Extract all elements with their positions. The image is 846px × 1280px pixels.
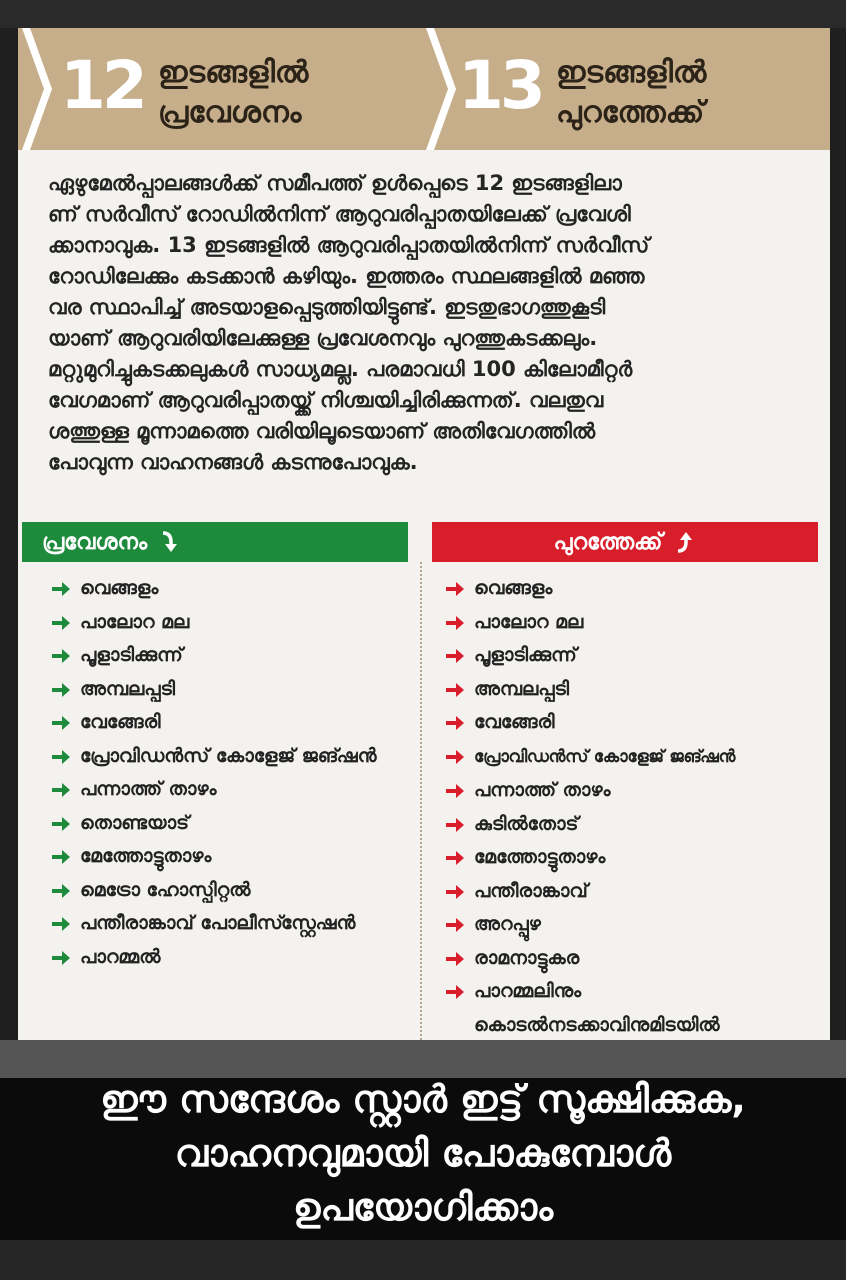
list-item: പ്രോവിഡൻസ് കോളേജ് ജങ്ഷൻ	[446, 740, 826, 775]
arrow-right-icon	[446, 917, 464, 933]
exit-list	[446, 572, 826, 1042]
list-item: പാറമ്മലിനും കൊടൽനടക്കാവിനുമിടയിൽ	[446, 975, 826, 1042]
arrow-right-icon	[446, 984, 464, 1000]
entry-label-line1: ഇടങ്ങളിൽ	[158, 55, 309, 90]
forward-message-banner	[0, 1040, 846, 1240]
list-item: വേങ്ങേരി	[446, 706, 826, 740]
list-item: പന്തീരാങ്കാവ്	[446, 875, 826, 909]
paragraph-line: ക്കാനാവുക. 13 ഇടങ്ങളിൽ ആറുവരിപ്പാതയിൽനിന്ന് സർവീസ്	[48, 233, 650, 257]
paragraph-line: വര സ്ഥാപിച്ച് അടയാളപ്പെടുത്തിയിട്ടുണ്ട്. ഇടതുഭാഗത്തുകൂടി	[48, 295, 606, 319]
arrow-right-icon	[446, 951, 464, 967]
list-item: രാമനാട്ടുകര	[446, 942, 826, 976]
exit-label-line2: പുറത്തേക്ക്	[556, 95, 705, 130]
list-item: പാലോറ മല	[446, 606, 826, 640]
banner-line: വാഹനവുമായി പോകുമ്പോൾ	[174, 1131, 672, 1175]
arrow-right-icon	[446, 715, 464, 731]
arrow-right-icon	[446, 648, 464, 664]
arrow-right-icon	[446, 817, 464, 833]
arrow-right-icon	[446, 884, 464, 900]
list-item: മേത്തോട്ടുതാഴം	[446, 841, 826, 875]
arrow-right-icon	[446, 581, 464, 597]
arrow-right-icon	[52, 916, 70, 932]
list-item: പ്രോവിഡൻസ് കോളേജ് ജങ്ഷൻ	[52, 740, 412, 774]
list-item: വെങ്ങളം	[52, 572, 412, 606]
list-item: വെങ്ങളം	[446, 572, 826, 606]
list-item: അമ്പലപ്പടി	[52, 673, 412, 707]
arrow-right-icon	[52, 950, 70, 966]
bottom-strip	[0, 1240, 846, 1280]
up-turn-arrow-icon	[672, 530, 696, 554]
news-clipping	[18, 28, 830, 1040]
down-turn-arrow-icon	[157, 530, 181, 554]
paragraph-line: മറ്റുമുറിച്ചുകടക്കലുകൾ സാധ്യമല്ല. പരമാവധി 100 കിലോമീറ്റർ	[48, 357, 633, 381]
paragraph-line: ശത്തുള്ള മൂന്നാമത്തെ വരിയിലൂടെയാണ് അതിവേഗത്തിൽ	[48, 419, 596, 443]
paragraph-line: വേഗമാണ് ആറുവരിപ്പാതയ്ക്ക് നിശ്ചയിച്ചിരിക്കുന്നത്. വലതുവ	[48, 388, 604, 412]
paragraph-line: യാണ് ആറുവരിയിലേക്കുള്ള പ്രവേശനവും പുറത്തുകടക്കലും.	[48, 326, 598, 350]
list-item: അമ്പലപ്പടി	[446, 673, 826, 707]
arrow-right-icon	[52, 648, 70, 664]
list-item: പൂളാടിക്കുന്ന്	[52, 639, 412, 673]
paragraph-line: പോവുന്ന വാഹനങ്ങൾ കടന്നുപോവുക.	[48, 450, 418, 474]
banner-line: ഈ സന്ദേശം സ്റ്റാർ ഇട്ട് സൂക്ഷിക്കുക,	[100, 1077, 746, 1121]
arrow-right-icon	[52, 782, 70, 798]
list-item: പാലോറ മല	[52, 606, 412, 640]
entry-column-title: പ്രവേശനം	[42, 529, 148, 555]
arrow-right-icon	[52, 749, 70, 765]
list-item: മെട്രോ ഹോസ്പിറ്റൽ	[52, 874, 412, 908]
arrow-right-icon	[446, 850, 464, 866]
entry-count: 12	[60, 47, 144, 124]
list-item: പൂളാടിക്കുന്ന്	[446, 639, 826, 673]
banner-line: ഉപയോഗിക്കാം	[292, 1185, 554, 1229]
paragraph-line: ഏഴുമേൽപ്പാലങ്ങൾക്ക് സമീപത്ത് ഉൾപ്പെടെ 12 ഇടങ്ങളിലാ	[48, 171, 622, 195]
column-divider	[420, 562, 422, 1040]
entry-list	[52, 572, 412, 974]
top-strip	[0, 0, 846, 28]
exit-column-header	[432, 522, 818, 562]
arrow-right-icon	[446, 749, 464, 765]
arrow-right-icon	[52, 581, 70, 597]
list-item: പന്നാത്ത് താഴം	[52, 773, 412, 807]
list-item: പാറമ്മൽ	[52, 941, 412, 975]
paragraph-line: ണ് സർവീസ് റോഡിൽനിന്ന് ആറുവരിപ്പാതയിലേക്ക് പ്രവേശി	[48, 202, 631, 226]
paragraph-line: റോഡിലേക്കും കടക്കാൻ കഴിയും. ഇത്തരം സ്ഥലങ്ങളിൽ മഞ്ഞ	[48, 264, 645, 288]
chevron-divider-icon	[22, 28, 56, 150]
list-item: അറപ്പുഴ	[446, 908, 826, 942]
arrow-right-icon	[52, 615, 70, 631]
arrow-right-icon	[52, 682, 70, 698]
arrow-right-icon	[52, 849, 70, 865]
list-item: പന്നാത്ത് താഴം	[446, 774, 826, 808]
arrow-right-icon	[446, 615, 464, 631]
entry-column-header	[22, 522, 408, 562]
chevron-divider-icon	[426, 28, 460, 150]
exit-label-line1: ഇടങ്ങളിൽ	[556, 55, 707, 90]
list-item: പന്തീരാങ്കാവ് പോലീസ്സ്റ്റേഷൻ	[52, 907, 412, 941]
list-item: തൊണ്ടയാട്	[52, 807, 412, 841]
list-item: മേത്തോട്ടുതാഴം	[52, 840, 412, 874]
arrow-right-icon	[52, 883, 70, 899]
banner-text	[0, 1072, 846, 1234]
list-item: കുടിൽതോട്	[446, 808, 826, 842]
exit-count: 13	[458, 47, 542, 124]
arrow-right-icon	[446, 682, 464, 698]
arrow-right-icon	[446, 783, 464, 799]
entry-label-line2: പ്രവേശനം	[158, 95, 302, 130]
arrow-right-icon	[52, 816, 70, 832]
exit-column-title: പുറത്തേക്ക്	[553, 529, 663, 555]
list-item: വേങ്ങേരി	[52, 706, 412, 740]
article-paragraph	[48, 168, 808, 478]
header-band	[18, 28, 830, 150]
arrow-right-icon	[52, 715, 70, 731]
